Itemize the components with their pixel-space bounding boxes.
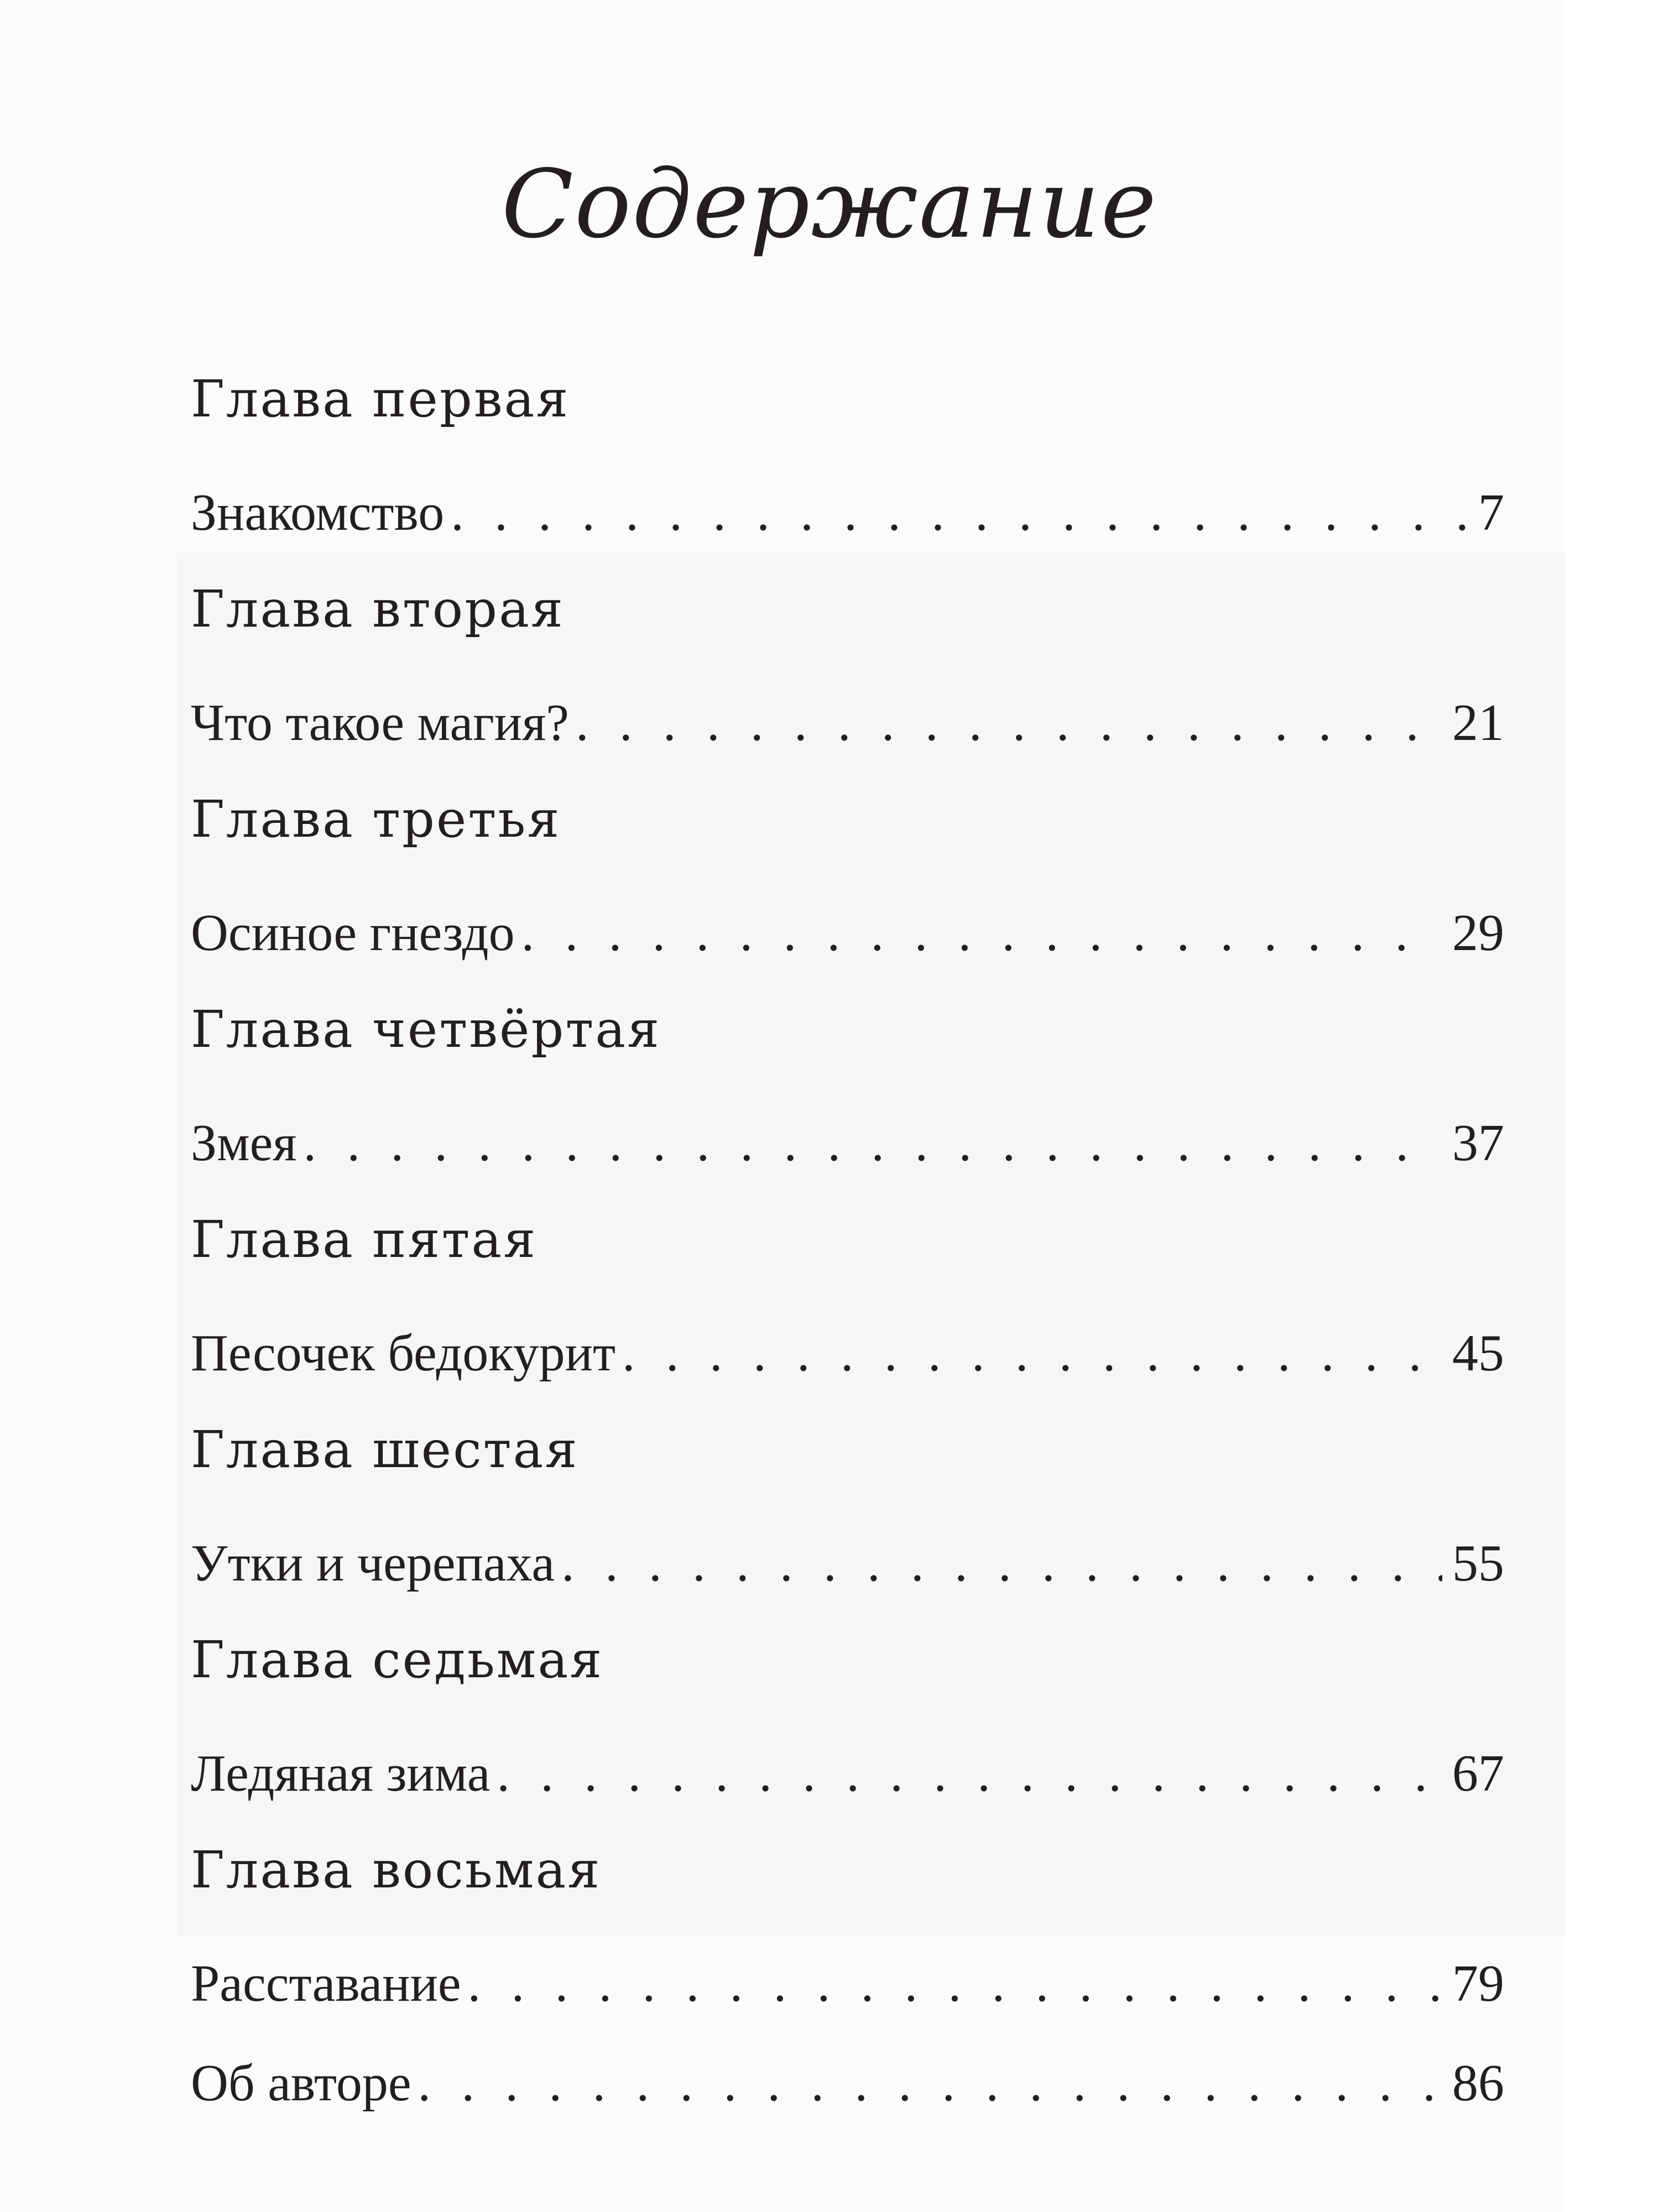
- dot-leader: [521, 902, 1442, 963]
- chapter-title: Знакомство: [191, 484, 445, 541]
- page-margin: [1565, 0, 1659, 2212]
- chapter-title: Ледяная зима: [191, 1745, 491, 1802]
- toc-row[interactable]: [191, 2053, 1504, 2152]
- dot-leader: [561, 1533, 1442, 1594]
- page-number: 86: [1452, 2054, 1504, 2112]
- toc-entry: [191, 369, 1504, 582]
- toc-row[interactable]: [191, 902, 1504, 1002]
- about-author-title: Об авторе: [191, 2054, 411, 2112]
- page-number: 29: [1452, 904, 1504, 962]
- toc-entry: [191, 1422, 1504, 1632]
- toc-row[interactable]: [191, 1533, 1504, 1632]
- chapter-heading: Глава первая: [191, 369, 570, 429]
- toc-row[interactable]: [191, 1113, 1504, 1212]
- toc-row[interactable]: [191, 692, 1504, 792]
- toc-entry: [191, 582, 1504, 792]
- chapter-title: Осиное гнездо: [191, 904, 515, 962]
- toc-entry: [191, 792, 1504, 1002]
- page-number: 45: [1452, 1324, 1504, 1382]
- chapter-heading: Глава четвёртая: [191, 1000, 661, 1059]
- page-number: 21: [1452, 694, 1504, 752]
- dot-leader: [576, 692, 1442, 753]
- page-number: 7: [1478, 484, 1504, 541]
- dot-leader: [304, 1113, 1442, 1173]
- chapter-title: Утки и черепаха: [191, 1535, 555, 1592]
- toc-row[interactable]: [191, 482, 1504, 582]
- table-of-contents: [191, 369, 1504, 2152]
- page-number: 37: [1452, 1114, 1504, 1172]
- chapter-heading: Глава седьмая: [191, 1630, 604, 1689]
- page-number: 55: [1452, 1535, 1504, 1592]
- chapter-title: Песочек бедокурит: [191, 1324, 616, 1382]
- chapter-heading: Глава вторая: [191, 580, 565, 639]
- page-title: Содержание: [501, 150, 1158, 259]
- chapter-title: Змея: [191, 1114, 297, 1172]
- toc-row[interactable]: [191, 1953, 1504, 2053]
- chapter-title: Расставание: [191, 1955, 461, 2012]
- dot-leader: [468, 1953, 1442, 2014]
- dot-leader: [622, 1323, 1442, 1384]
- chapter-heading: Глава восьмая: [191, 1840, 602, 1900]
- toc-entry: [191, 1212, 1504, 1422]
- page-number: 79: [1452, 1955, 1504, 2012]
- toc-row[interactable]: [191, 1743, 1504, 1843]
- page-number: 67: [1452, 1745, 1504, 1802]
- toc-entry: [191, 1840, 1504, 2053]
- toc-entry: [191, 1632, 1504, 1843]
- chapter-heading: Глава шестая: [191, 1420, 579, 1479]
- dot-leader: [418, 2053, 1442, 2114]
- dot-leader: [451, 482, 1468, 543]
- toc-row[interactable]: [191, 1323, 1504, 1422]
- toc-entry: [191, 1002, 1504, 1212]
- chapter-heading: Глава третья: [191, 790, 561, 849]
- chapter-title: Что такое магия?: [191, 694, 570, 752]
- toc-entry-about: [191, 2053, 1504, 2152]
- dot-leader: [497, 1743, 1442, 1804]
- chapter-heading: Глава пятая: [191, 1210, 538, 1269]
